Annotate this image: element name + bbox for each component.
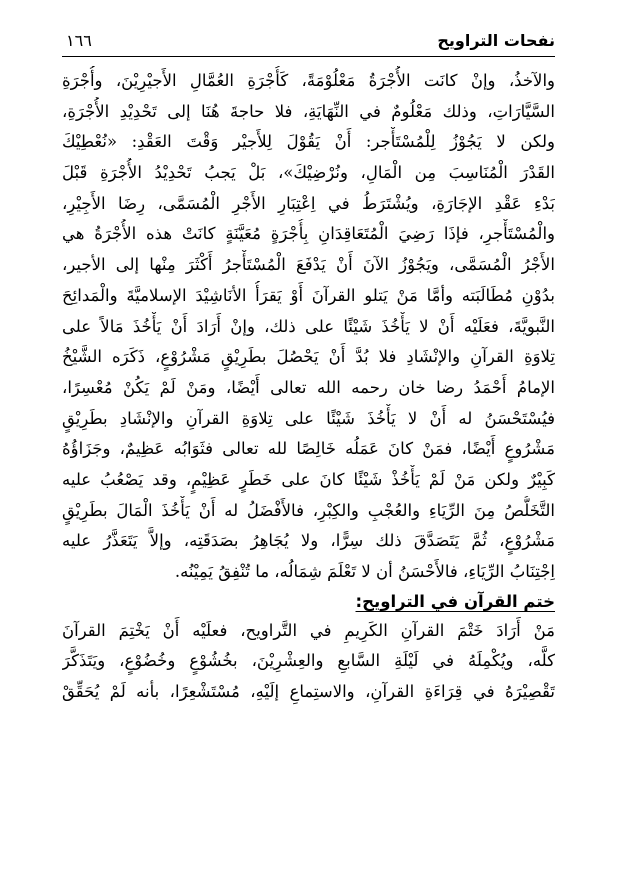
section-heading: ختم القرآن في التراويح: bbox=[355, 591, 555, 611]
paragraph-wages bbox=[62, 66, 555, 588]
text-line: كلَّه، ويُكْمِلَهُ في لَيْلَةِ السَّابعِ والعِشْرِيْنَ، بخُشُوْعٍ وخُضُوْعٍ، ويَتَذَكَّرَ bbox=[62, 651, 555, 671]
running-title: نفحات التراويح bbox=[437, 31, 555, 50]
text-line: بَدْءِ عَقْدِ الإجَارَةِ، ويُشْتَرَطُ في اِعْتِبَارِ الأَجْرِ الْمُسَمَّى، رِضَا الأَجِيْرِ، bbox=[62, 193, 555, 213]
page-number: ١٦٦ bbox=[66, 31, 92, 50]
text-line: مَشْرُوعٍ أَيْضًا، فمَنْ كانَ عَمَلُه خَالِصًا لله تعالى فثَوَابُه عَظِيمٌ، وجَزَاؤُهُ bbox=[62, 439, 555, 459]
page-header bbox=[62, 30, 555, 57]
text-line: الأَجْرُ الْمُسَمَّى، ويَجُوْزُ الآنَ أَنْ يَدْفَعَ الْمُسْتَأْجرُ أَكْثَرَ مِنْها إلى الأجير، bbox=[62, 255, 555, 275]
text-line: والآخذُ، وإنْ كانَت الأُجْرَةُ مَعْلُوْمَةً، كَأُجْرَةِ العُمَّالِ الأَجيْرِيْنَ، وأُجْرَةِ bbox=[62, 71, 555, 90]
text-line: مَنْ أَرَادَ خَتْمَ القرآنِ الكَرِيمِ في التَّراويح، فعلَيْه أَنْ يَخْتِمَ القرآنَ bbox=[62, 620, 555, 640]
text-line: تِلاوَةِ القرآنِ والإنْشَادِ فلا بُدَّ أَنْ يَحْصُلَ بطَرِيْقٍ مَشْرُوْعٍ، ذَكَرَه الشَّيْخُ bbox=[62, 347, 555, 367]
text-line: اِجْتِنَابُ الرِّيَاءِ، فالأَحْسَنُ أن لا تَعْلَمَ شِمَالُه، ما تُنْفِقُ يَمِيْنُه. bbox=[174, 562, 555, 581]
text-line: تَقْصِيْرَهُ في قِرَاءَةِ القرآنِ، والاستِماعِ إلَيْهِ، مُسْتَشْعِرًا، بأنه لَمْ يُحَقِّقْ bbox=[62, 682, 555, 702]
text-line: والْمُسْتَأْجرِ، فإذَا رَضِيَ الْمُتَعَاقِدَانِ بِأُجْرَةٍ مُعَيَّنَةٍ كانَتْ هذه الأُجْرَةُ هي bbox=[62, 224, 555, 244]
text-line: الإمامُ أَحْمَدُ رضا خان رحمه الله تعالى أَيْضًا، ومَنْ لَمْ يَكُنْ مُعْسِرًا، bbox=[62, 377, 555, 397]
text-line: فيُسْتَحْسَنُ له أَنْ لا يَأْخُذَ شَيْئًا على تِلاوَةِ القرآنِ والإنْشَادِ بطَرِيْقٍ bbox=[62, 408, 555, 428]
text-line: كَبِيْرٌ ولكن مَنْ لَمْ يَأْخُذْ شَيْئًا كانَ على خَطَرٍ عَظِيْمٍ، وقد يَصْعُبُ عليه bbox=[62, 469, 555, 489]
text-line: بدُوْنِ مُطَالَبَته وأمَّا مَنْ يَتلو القرآنَ أَوْ يَقرَأُ الأنَاشِيْدَ الإسلاميَّةَ والْمَدائِحَ bbox=[62, 285, 555, 305]
text-line: النَّبويَّةَ، فعَلَيْه أَنْ لا يَأْخُذَ شَيْئًا على ذلك، وإنْ أَرَادَ أَنْ يَأْخُذَ مَالاً على bbox=[62, 316, 555, 336]
text-line: ولكن لا يَجُوْزُ لِلْمُسْتَأْجر: أَنْ يَقُوْلَ لِلأَجيْر وَقْتَ العَقْدِ: «نُعْطِيْكَ bbox=[62, 132, 555, 152]
text-line: التَّخَلُّصُ مِنَ الرِّيَاءِ والعُجْبِ والكِبْرِ، فالأَفْضَلُ له أَنْ يَأْخُذَ الْمَالَ بطَرِيْقٍ bbox=[62, 500, 555, 520]
text-line: مَشْرُوْعٍ، ثُمَّ يَتَصَدَّقَ ذلك سِرًّا، ولا يُجَاهِرُ بصَدَقَتِه، وإلاَّ يَتَعَذَّرُ عليه bbox=[62, 531, 555, 551]
paragraph-khatm bbox=[62, 616, 555, 708]
text-line: السَّيَّارَاتِ، وذلك مَعْلُومٌ في النِّهَايَةِ، فلا حاجةَ هُنَا إلى تَحْدِيْدِ الأُجْرَةِ، bbox=[62, 101, 555, 121]
text-line: القَدْرَ الْمُنَاسِبَ مِن الْمَالِ، ونُرْضِيْكَ»، بَلْ يَجبُ تَحْدِيْدُ الأُجْرَةِ قَبْلَ bbox=[62, 163, 555, 183]
page-body bbox=[62, 66, 555, 708]
